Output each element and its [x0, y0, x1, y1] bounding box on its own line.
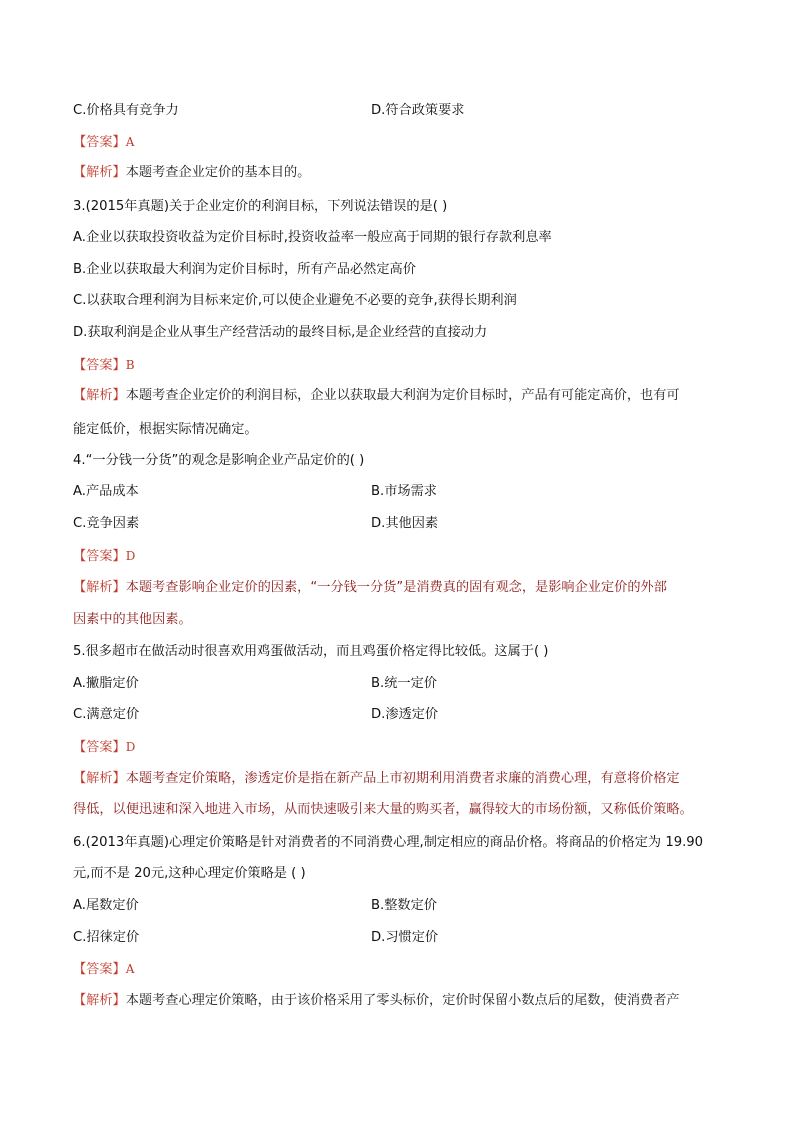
analysis-text: 本题考查定价策略，渗透定价是指在新产品上市初期利用消费者求廉的消费心理，有意将价格定 — [125, 771, 680, 786]
option-c: C.竞争因素 — [73, 516, 140, 531]
option-b: B.统一定价 — [371, 676, 437, 691]
question-stem-continuation: 元,而不是 20元,这种心理定价策略是 ( ) — [73, 866, 306, 881]
option-a: A.企业以获取投资收益为定价目标时,投资收益率一般应高于同期的银行存款利息率 — [73, 230, 552, 245]
answer-line — [73, 960, 134, 979]
option-d: D.渗透定价 — [371, 707, 439, 722]
question-stem: 3.(2015年真题)关于企业定价的利润目标，下列说法错误的是( ) — [73, 199, 448, 214]
analysis-line — [73, 387, 680, 405]
analysis-line — [73, 164, 310, 182]
option-c: C.满意定价 — [73, 707, 140, 722]
analysis-text: 本题考查心理定价策略，由于该价格采用了零头标价，定价时保留小数点后的尾数，使消费者产 — [125, 993, 680, 1008]
answer-label: 【答案】 — [73, 740, 126, 755]
question-stem: 6.(2013年真题)心理定价策略是针对消费者的不同消费心理,制定相应的商品价格。将商品的价格定为 19.90 — [73, 835, 704, 850]
analysis-label: 【解析】 — [73, 771, 126, 786]
option-b: B.市场需求 — [371, 484, 437, 499]
question-stem: 4.“一分钱一分货”的观念是影响企业产品定价的( ) — [73, 453, 365, 468]
analysis-text: 本题考查企业定价的基本目的。 — [125, 165, 311, 180]
option-c: C.以获取合理利润为目标来定价,可以使企业避免不必要的竞争,获得长期利润 — [73, 293, 517, 308]
analysis-line — [73, 992, 680, 1010]
option-d: D.其他因素 — [371, 516, 439, 531]
answer-line — [73, 547, 135, 566]
analysis-line — [73, 770, 680, 788]
answer-value: A — [125, 135, 135, 149]
option-d: D.习惯定价 — [371, 930, 439, 945]
answer-label: 【答案】 — [73, 358, 126, 373]
analysis-label: 【解析】 — [73, 388, 126, 403]
answer-value: A — [125, 962, 135, 976]
analysis-label: 【解析】 — [73, 993, 126, 1008]
answer-value: B — [125, 358, 135, 372]
option-b: B.企业以获取最大利润为定价目标时，所有产品必然定高价 — [73, 262, 416, 277]
option-a: A.尾数定价 — [73, 898, 139, 913]
analysis-continuation: 因素中的其他因素。 — [73, 612, 192, 627]
answer-value: D — [125, 549, 136, 563]
option-b: B.整数定价 — [371, 898, 437, 913]
analysis-label: 【解析】 — [73, 580, 126, 595]
answer-label: 【答案】 — [73, 549, 126, 564]
answer-label: 【答案】 — [73, 135, 126, 150]
option-a: A.撇脂定价 — [73, 676, 139, 691]
analysis-text: 本题考查企业定价的利润目标，企业以获取最大利润为定价目标时，产品有可能定高价，也有可 — [125, 388, 680, 403]
option-c: C.价格具有竞争力 — [73, 103, 179, 118]
option-a: A.产品成本 — [73, 484, 139, 499]
option-d: D.符合政策要求 — [371, 103, 465, 118]
analysis-line — [73, 579, 667, 597]
question-stem: 5.很多超市在做活动时很喜欢用鸡蛋做活动，而且鸡蛋价格定得比较低。这属于( ) — [73, 644, 549, 659]
analysis-label: 【解析】 — [73, 165, 126, 180]
answer-label: 【答案】 — [73, 962, 126, 977]
answer-line — [73, 133, 134, 152]
analysis-continuation: 能定低价，根据实际情况确定。 — [73, 422, 258, 437]
analysis-text: 本题考查影响企业定价的因素，“一分钱一分货”是消费真的固有观念，是影响企业定价的外部 — [125, 580, 667, 595]
option-c: C.招徕定价 — [73, 930, 140, 945]
option-d: D.获取利润是企业从事生产经营活动的最终目标,是企业经营的直接动力 — [73, 325, 488, 340]
analysis-continuation: 得低，以便迅速和深入地进入市场，从而快速吸引来大量的购买者，赢得较大的市场份额，又称低价策略。 — [73, 802, 693, 817]
answer-line — [73, 356, 135, 375]
answer-line — [73, 738, 135, 757]
answer-value: D — [125, 740, 136, 754]
